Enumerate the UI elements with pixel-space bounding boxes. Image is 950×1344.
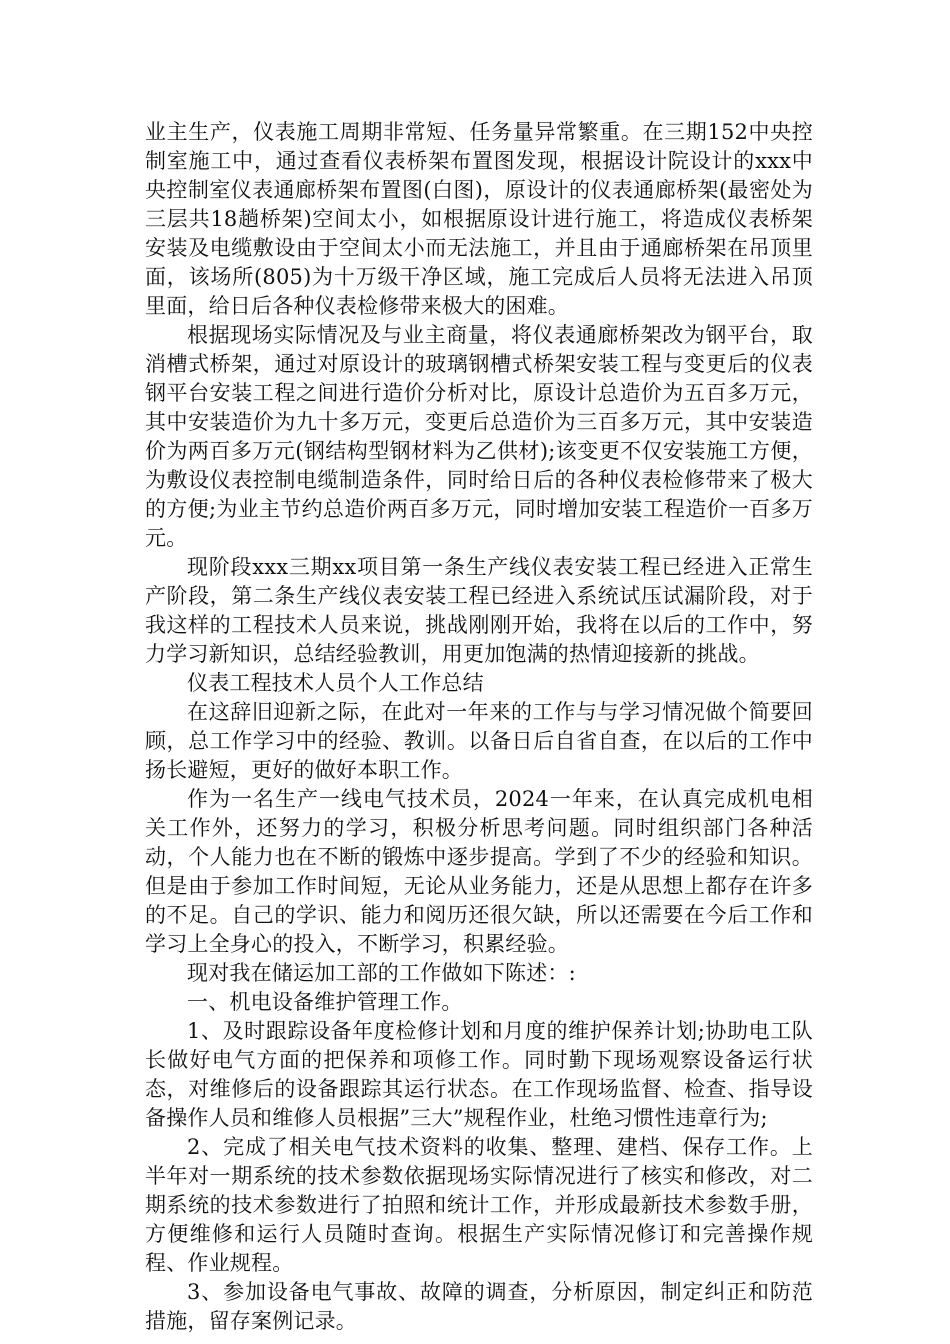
paragraph-project-background: 业主生产，仪表施工周期非常短、任务量异常繁重。在三期152中央控制室施工中，通过查看仪表桥架布置图发现，根据设计院设计的xxx中央控制室仪表通廊桥架布置图(白图)，原设计的仪表通廊桥架(最密处为三层共18趟桥架)空间太小，如根据原设计进行施工，将造成仪表桥架安装及电缆敷设由于空间太小而无法施工，并且由于通廊桥架在吊顶里面，该场所(805)为十万级干净区域，施工完成后人员将无法进入吊顶里面，给日后各种仪表检修带来极大的困难。	[145, 120, 813, 318]
paragraph-statement-lead: 现对我在储运加工部的工作做如下陈述：:	[187, 961, 576, 985]
paragraph-design-change: 根据现场实际情况及与业主商量，将仪表通廊桥架改为钢平台，取消槽式桥架，通过对原设计的玻璃钢槽式桥架安装工程与变更后的仪表钢平台安装工程之间进行造价分析对比，原设计总造价为五百多万元，其中安装造价为九十多万元，变更后总造价为三百多万元，其中安装造价为两百多万元(钢结构型钢材料为乙供材);该变更不仅安装施工方便，为敷设仪表控制电缆制造条件，同时给日后的各种仪表检修带来了极大的方便;为业主节约总造价两百多万元，同时增加安装工程造价一百多万元。	[145, 323, 813, 550]
paragraph-current-stage: 现阶段xxx三期xx项目第一条生产线仪表安装工程已经进入正常生产阶段，第二条生产线仪表安装工程已经进入系统试压试漏阶段，对于我这样的工程技术人员来说，挑战刚刚开始，我将在以后的工作中，努力学习新知识，总结经验教训，用更加饱满的热情迎接新的挑战。	[145, 555, 813, 666]
list-item-2: 2、完成了相关电气技术资料的收集、整理、建档、保存工作。上半年对一期系统的技术参数依据现场实际情况进行了核实和修改，对二期系统的技术参数进行了拍照和统计工作，并形成最新技术参数手册，方便维修和运行人员随时查询。根据生产实际情况修订和完善操作规程、作业规程。	[145, 1135, 813, 1275]
paragraph-self-review: 作为一名生产一线电气技术员，2024一年来，在认真完成机电相关工作外，还努力的学习，积极分析思考问题。同时组织部门各种活动，个人能力也在不断的锻炼中逐步提高。学到了不少的经验和知识。但是由于参加工作时间短，无论从业务能力，还是从思想上都存在许多的不足。自己的学识、能力和阅历还很欠缺，所以还需要在今后工作和学习上全身心的投入，不断学习，积累经验。	[145, 787, 813, 956]
list-item-3: 3、参加设备电气事故、故障的调查，分析原因，制定纠正和防范措施，留存案例记录。	[145, 1280, 813, 1333]
document-body	[145, 118, 813, 1336]
paragraph-intro: 在这辞旧迎新之际，在此对一年来的工作与与学习情况做个简要回顾，总工作学习中的经验、教训。以备日后自省自查，在以后的工作中扬长避短，更好的做好本职工作。	[145, 700, 813, 782]
heading-maintenance-management: 一、机电设备维护管理工作。	[187, 990, 463, 1014]
list-item-1: 1、及时跟踪设备年度检修计划和月度的维护保养计划;协助电工队长做好电气方面的把保养和项修工作。同时勤下现场观察设备运行状态，对维修后的设备跟踪其运行状态。在工作现场监督、检查、指导设备操作人员和维修人员根据”三大”规程作业，杜绝习惯性违章行为;	[145, 1019, 813, 1130]
section-title-summary: 仪表工程技术人员个人工作总结	[187, 671, 484, 695]
